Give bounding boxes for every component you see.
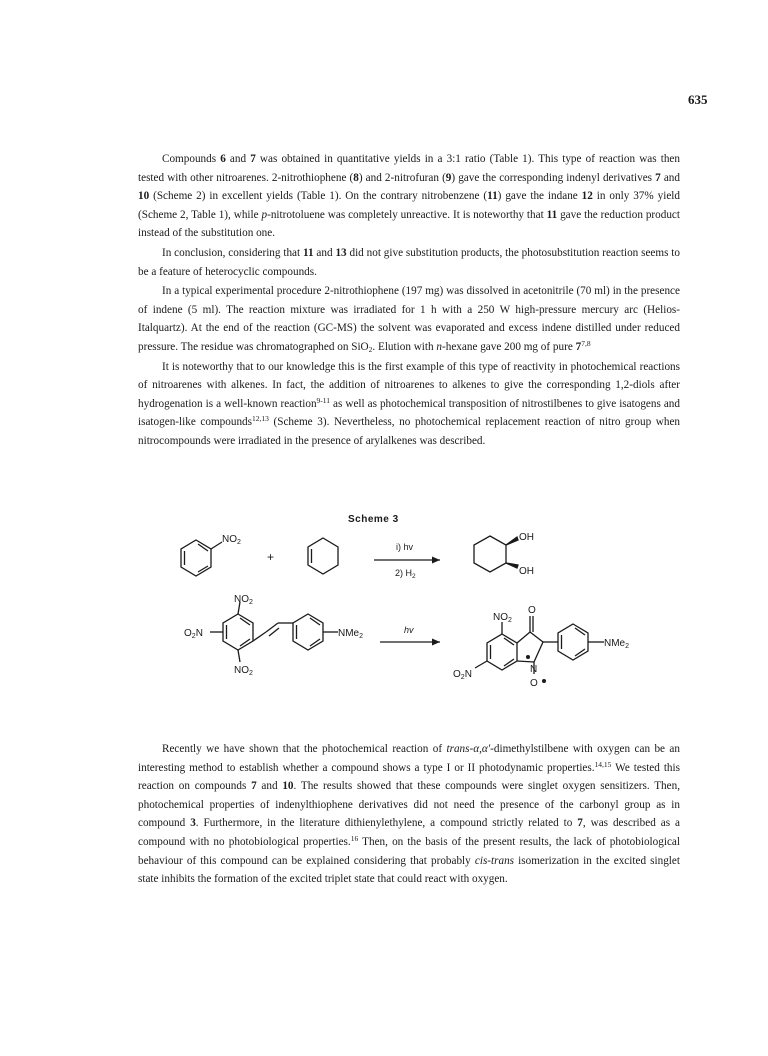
body-text-lower bbox=[138, 740, 680, 889]
isatogen-product bbox=[475, 616, 604, 674]
o2n-label-left: $O_2N$ bbox=[184, 628, 203, 640]
paragraph-2: In conclusion, considering that 11 and 13 did not give substitution products, the photosubstitution reaction seems to be a feature of heterocyclic compounds. bbox=[138, 246, 681, 278]
scheme-title: Scheme 3 bbox=[348, 514, 399, 525]
no2-label-product: $NO_2$ bbox=[493, 612, 512, 624]
no2-label-lower: $NO_2$ bbox=[234, 665, 253, 677]
o2n-label-product: $O_2N$ bbox=[453, 669, 472, 681]
oh-label-bottom: OH bbox=[519, 566, 534, 577]
paragraph-5: Recently we have shown that the photochemical reaction of trans-α,α'-dimethylstilbene with oxygen can be an interesting method to establish whether a compound shows a type I or II photodynamic properties.$^{14,15}$ We tested this reaction on compounds 7 and 10. The results showed that these compounds were singlet oxygen sensitizers. Then, photochemical properties of indenylthiophene derivatives did not need the presence of the carbonyl group as in compound 3. Furthermore, in the literature dithienylethylene, a compound strictly related to 7, was described as a compound with no photobiological properties.$^{16}$ Then, on the basis of the present results, the lack of photobiological behaviour of this compound can be explained considering that probably cis-trans isomerization in the excited singlet state inhibits the formation of the excited triplet state that could react with oxygen. bbox=[138, 743, 681, 886]
n-oxide-n-label: N bbox=[530, 664, 538, 675]
plus-sign: + bbox=[267, 550, 275, 564]
paragraph-1: Compounds 6 and 7 was obtained in quantitative yields in a 3:1 ratio (Table 1). This type of reaction was then tested with other nitroarenes. 2-nitrothiophene (8) and 2-nitrofuran (9) gave the corresponding indenyl derivatives 7 and 10 (Scheme 2) in excellent yields (Table 1). On the contrary nitrobenzene (11) gave the indane 12 in only 37% yield (Scheme 2, Table 1), while p-nitrotoluene was completely unreactive. It is noteworthy that 11 gave the reduction product instead of the substitution one. bbox=[138, 153, 681, 240]
nme2-label-product: NMe$_2$ bbox=[604, 638, 630, 650]
cyclohexane-diol-ring bbox=[474, 536, 518, 572]
charge-dot-minus bbox=[542, 679, 546, 683]
dinitrostilbene bbox=[210, 602, 338, 662]
carbonyl-o-label: O bbox=[528, 605, 536, 616]
nitrobenzene-ring bbox=[181, 540, 222, 576]
scheme-3-diagram bbox=[148, 512, 708, 722]
paragraph-3: In a typical experimental procedure 2-nitrothiophene (197 mg) was dissolved in acetonitrile (70 ml) in the presence of indene (5 ml). The reaction mixture was irradiated for 1 h with a 250 W high-pressure mercury arc (Helios-Italquartz). At the end of the reaction (GC-MS) the solvent was evaporated and excess indene distilled under reduced pressure. The residue was chromatographed on SiO$_2$. Elution with n-hexane gave 200 mg of pure 7$^{7,8}$ bbox=[138, 285, 680, 354]
no2-label-upper: $NO_2$ bbox=[234, 594, 253, 606]
step2-label: 2) $H_2$ bbox=[395, 568, 416, 580]
nme2-label-left: NMe$_2$ bbox=[338, 628, 364, 640]
page-number: 635 bbox=[688, 92, 708, 107]
hv-label: hv bbox=[404, 625, 414, 635]
no2-label: $NO_2$ bbox=[222, 534, 241, 546]
oh-label-top: OH bbox=[519, 532, 534, 543]
cyclohexene-ring bbox=[308, 538, 338, 574]
n-oxide-o-label: O bbox=[530, 678, 538, 689]
body-text-upper bbox=[138, 150, 680, 451]
step1-label: i) hv bbox=[396, 542, 414, 552]
paragraph-4: It is noteworthy that to our knowledge this is the first example of this type of reactivity in photochemical reactions of nitroarenes with alkenes. In fact, the addition of nitroarenes to alkenes to give the corresponding 1,2-diols after hydrogenation is a well-known reaction$^{9-11}$ as well as photochemical transposition of nitrostilbenes to give isatogens and isatogen-like compounds$^{12,13}$ (Scheme 3). Nevertheless, no photochemical replacement reaction of nitro group when nitrocompounds were irradiated in the presence of arylalkenes was described. bbox=[138, 360, 681, 447]
charge-dot-plus bbox=[526, 655, 530, 659]
